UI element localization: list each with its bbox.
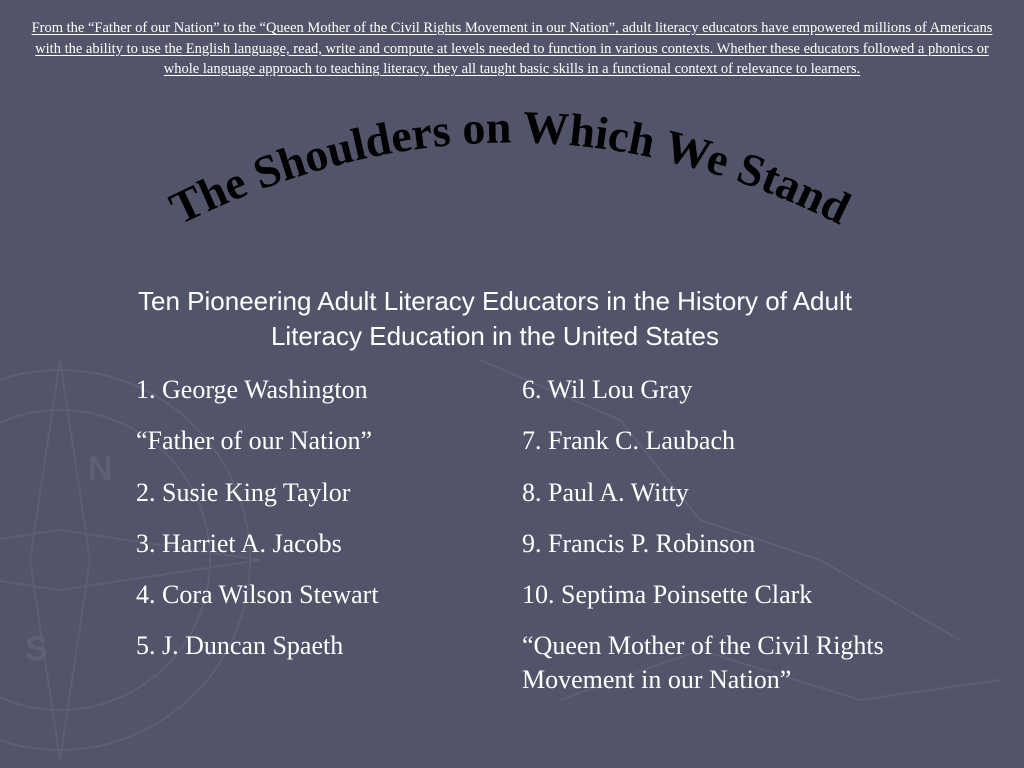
list-item: 10. Septima Poinsette Clark	[522, 580, 813, 610]
list-item: 2. Susie King Taylor	[136, 477, 351, 507]
list-item: “Queen Mother of the Civil Rights Movement in our Nation”	[522, 631, 884, 695]
svg-text:S: S	[25, 630, 48, 668]
list-item: 8. Paul A. Witty	[522, 477, 689, 507]
list-item: 9. Francis P. Robinson	[522, 528, 756, 558]
educators-right-column	[522, 373, 982, 697]
slide-subtitle: Ten Pioneering Adult Literacy Educators in the History of Adult Literacy Education in the United States	[138, 286, 852, 351]
list-item: 5. J. Duncan Spaeth	[136, 631, 344, 661]
list-item: “Father of our Nation”	[136, 426, 373, 456]
title-arc	[0, 95, 1024, 285]
list-item: 6. Wil Lou Gray	[522, 375, 693, 404]
list-item: 7. Frank C. Laubach	[522, 426, 736, 456]
intro-paragraph: From the “Father of our Nation” to the “Queen Mother of the Civil Rights Movement in our Nation”, adult literacy educators have empowered millions of Americans with the ability to use the English language, read, write and compute at levels needed to function in various contexts. Whether these educators followed a phonics or whole language approach to teaching literacy, they all taught basic skills in a functional context of relevance to learners.	[31, 20, 993, 77]
list-item: 1. George Washington	[136, 375, 368, 404]
educators-left-column	[136, 373, 506, 681]
slide-title: The Shoulders on Which We Stand	[161, 101, 859, 235]
list-item: 3. Harriet A. Jacobs	[136, 528, 342, 558]
list-item: 4. Cora Wilson Stewart	[136, 580, 379, 610]
svg-text:N: N	[88, 450, 113, 488]
